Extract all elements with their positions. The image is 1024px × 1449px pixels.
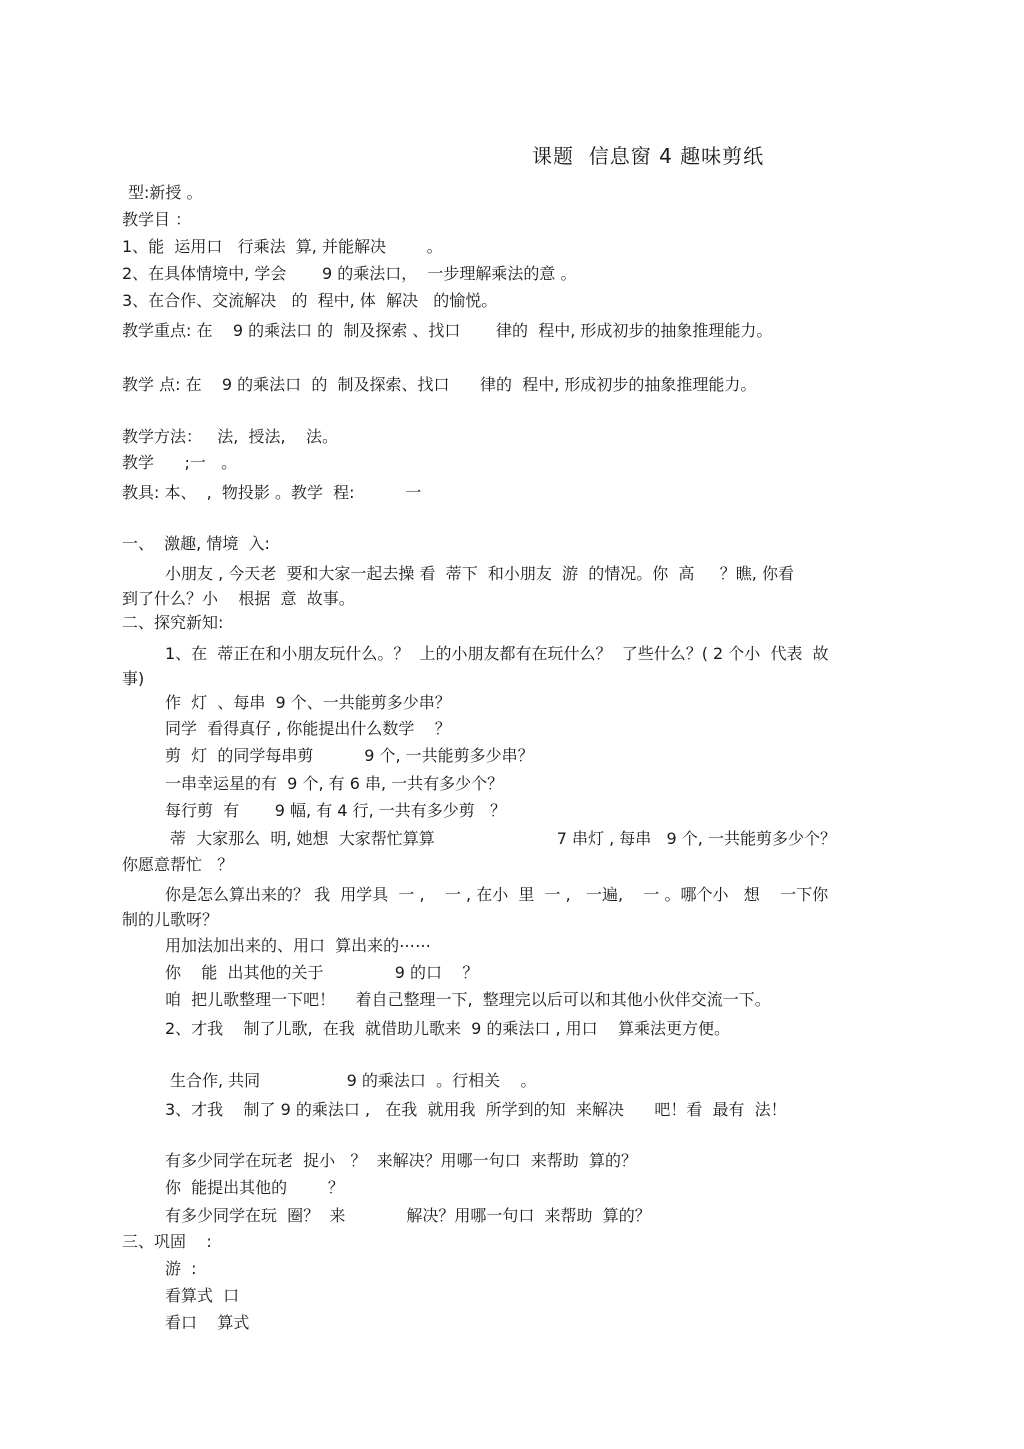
text-line-how-calculated: 你是怎么算出来的？ 我 用学具 一 , 一 , 在小 里 一 , 一遍, 一 。哪个小 想 一下你 [165,885,829,904]
text-line-teaching-aids: 教具: 本、 , 物投影 。教学 程: 一 [122,483,422,502]
text-line-lucky-star: 一串幸运星的有 9 个, 有 6 串, 一共有多少个？ [165,774,504,793]
text-line-objective-2: 2、在具体情境中, 学会 9 的乘法口， 一步理解乘法的意 。 [122,264,577,283]
text-line-addition: 用加法加出来的、用口 算出来的⋯⋯ [165,936,432,955]
text-line-game-2: 有多少同学在玩 圈？ 来 解决？用哪一句口 来帮助 算的？ [165,1206,651,1225]
text-line-explore-1: 1、在 蒂正在和小朋友玩什么。？ 上的小朋友都有在玩什么？ 了些什么？( 2 个小 代表 故 [165,644,829,663]
text-line-section-2-heading: 二、探究新知: [122,613,224,632]
text-line-rhyme-to-formula: 看口 算式 [165,1313,250,1332]
text-line-teaching-methods: 教学方法： 法, 授法, 法。 [122,427,338,446]
page-title: 课题 信息窗 4 趣味剪纸 [532,144,765,168]
text-line-game: 游 : [165,1259,197,1278]
text-line-objectives-heading: 教学目 ： [122,210,192,229]
text-line-section-1-heading: 一、 激趣, 情境 入: [122,534,270,553]
text-line-game-1: 有多少同学在玩老 捉小 ？ 来解决？用哪一句口 来帮助 算的？ [165,1151,637,1170]
text-line-explore-1-cont: 事) [122,669,145,688]
text-line-formula-to-rhyme: 看算式 口 [165,1286,240,1305]
text-line-help-calculate: 蒂 大家那么 明, 她想 大家帮忙算算 7 串灯 , 每串 9 个, 一共能剪多少个？ [170,829,836,848]
text-line-cut-lantern: 剪 灯 的同学每串剪 9 个, 一共能剪多少串？ [165,746,534,765]
text-line-section-3-heading: 三、巩固 : [122,1232,212,1251]
text-line-rhyme-question: 制的儿歌呀？ [122,910,219,929]
text-line-key-points: 教学重点: 在 9 的乘法口 的 制及探索 、找口 律的 程中, 形成初步的抽象推理能力。 [122,321,773,340]
text-line-willing-help: 你愿意帮忙 ？ [122,855,234,874]
text-line-other-questions: 你 能提出其他的 ？ [165,1178,344,1197]
text-line-class-hours: 教学 ;一 。 [122,453,238,472]
text-line-organize-rhymes: 咱 把儿歌整理一下吧！ 着自己整理一下, 整理完以后可以和其他小伙伴交流一下。 [165,990,771,1009]
text-line-other-rhymes: 你 能 出其他的关于 9 的口 ？ [165,963,479,982]
text-line-objective-1: 1、能 运用口 行乘法 算, 并能解决 。 [122,237,443,256]
text-line-difficult-points: 教学 点: 在 9 的乘法口 的 制及探索、找口 律的 程中, 形成初步的抽象推理能力。 [122,375,757,394]
text-line-objective-3: 3、在合作、交流解决 的 程中, 体 解决 的愉悦。 [122,291,498,310]
text-line-ask-question: 同学 看得真仔 , 你能提出什么数学 ？ [165,719,451,738]
text-line-intro-2: 到了什么？小 根据 意 故事。 [122,589,355,608]
text-line-intro-1: 小朋友 , 今天老 要和大家一起去操 看 蒂下 和小朋友 游 的情况。你 高 ？瞧, 你看 [165,564,794,583]
text-line-cooperate: 生合作, 共同 9 的乘法口 。行相关 。 [170,1071,537,1090]
text-line-explore-2: 2、才我 制了儿歌, 在我 就借助儿歌来 9 的乘法口 , 用口 算乘法更方便。 [165,1019,730,1038]
text-line-paper-cut: 每行剪 有 9 幅, 有 4 行, 一共有多少剪 ？ [165,801,506,820]
text-line-lesson-type: 型:新授 。 [128,183,203,202]
text-line-lantern-question: 作 灯 、每串 9 个、一共能剪多少串？ [165,693,451,712]
text-line-explore-3: 3、才我 制了 9 的乘法口 , 在我 就用我 所学到的知 来解决 吧！看 最有 法！ [165,1100,787,1119]
